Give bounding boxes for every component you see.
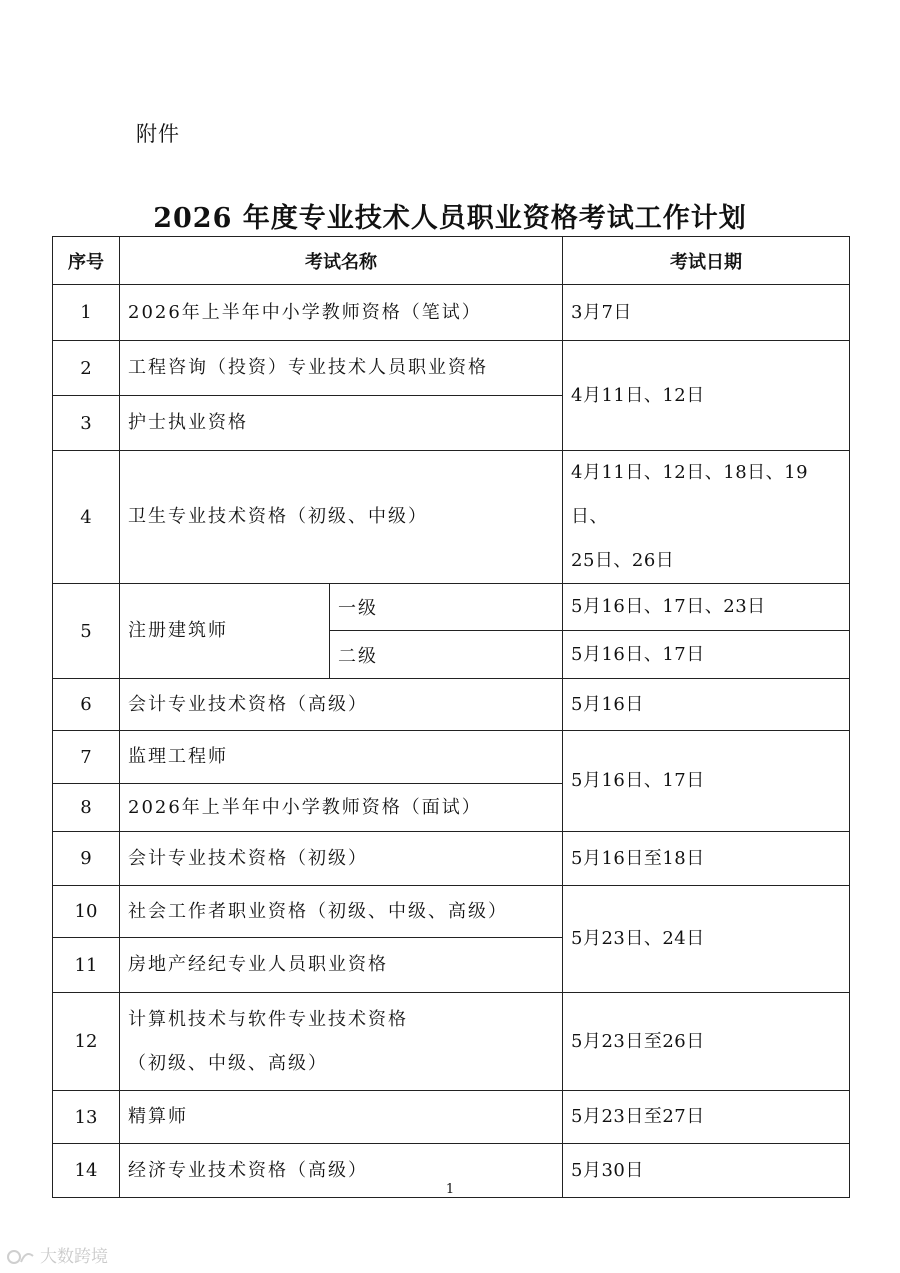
table-row: [53, 341, 850, 396]
table-row: [53, 993, 850, 1091]
exam-name: 会计专业技术资格（高级）: [120, 679, 563, 731]
exam-date-line: 4月11日、12日、18日、19日、: [571, 462, 809, 527]
exam-name: 2026年上半年中小学教师资格（面试）: [120, 784, 563, 832]
watermark: [6, 1242, 108, 1267]
table-row: [53, 1091, 850, 1144]
column-header-exam-date: 考试日期: [563, 237, 850, 285]
exam-date: 5月16日: [563, 679, 850, 731]
exam-name-line: （初级、中级、高级）: [128, 1052, 328, 1074]
exam-date: 5月16日至18日: [563, 832, 850, 886]
exam-name: 会计专业技术资格（初级）: [120, 832, 563, 886]
column-header-exam-name: 考试名称: [120, 237, 563, 285]
table-row: [53, 679, 850, 731]
brand-logo-icon: [6, 1248, 36, 1266]
exam-schedule-table: [52, 236, 850, 1198]
exam-date-line: 25日、26日: [571, 550, 675, 571]
exam-sublevel: 一级: [330, 584, 563, 631]
document-title: 2026 年度专业技术人员职业资格考试工作计划: [153, 203, 747, 234]
table-row: [53, 832, 850, 886]
table-header-row: [53, 237, 850, 285]
table-row: [53, 451, 850, 584]
row-number: 3: [53, 396, 120, 451]
column-header-no: 序号: [53, 237, 120, 285]
exam-name: 监理工程师: [120, 731, 563, 784]
row-number: 14: [53, 1144, 120, 1198]
row-number: 7: [53, 731, 120, 784]
exam-name: 精算师: [120, 1091, 563, 1144]
exam-name: [120, 993, 563, 1091]
exam-date: 5月30日: [563, 1144, 850, 1198]
row-number: 8: [53, 784, 120, 832]
row-number: 5: [53, 584, 120, 679]
exam-name: 社会工作者职业资格（初级、中级、高级）: [120, 886, 563, 938]
exam-date: 3月7日: [563, 285, 850, 341]
attachment-label: 附件: [136, 122, 180, 146]
exam-date: 5月23日、24日: [563, 886, 850, 993]
exam-name: 房地产经纪专业人员职业资格: [120, 938, 563, 993]
row-number: 10: [53, 886, 120, 938]
table-row: [53, 886, 850, 938]
exam-date: 4月11日、12日: [563, 341, 850, 451]
page-number: 1: [445, 1182, 455, 1197]
row-number: 12: [53, 993, 120, 1091]
exam-name: 2026年上半年中小学教师资格（笔试）: [120, 285, 563, 341]
exam-date: 5月16日、17日: [563, 631, 850, 679]
table-row: [53, 731, 850, 784]
exam-date: 5月16日、17日、23日: [563, 584, 850, 631]
table-row: [53, 584, 850, 631]
exam-date: 5月16日、17日: [563, 731, 850, 832]
row-number: 9: [53, 832, 120, 886]
row-number: 2: [53, 341, 120, 396]
row-number: 4: [53, 451, 120, 584]
row-number: 13: [53, 1091, 120, 1144]
exam-name: 经济专业技术资格（高级）: [120, 1144, 563, 1198]
exam-date: 5月23日至26日: [563, 993, 850, 1091]
exam-name-line: 计算机技术与软件专业技术资格: [128, 1008, 408, 1030]
row-number: 11: [53, 938, 120, 993]
exam-date: [563, 451, 850, 584]
exam-name: 护士执业资格: [120, 396, 563, 451]
exam-name: 注册建筑师: [120, 584, 330, 679]
exam-date: 5月23日至27日: [563, 1091, 850, 1144]
row-number: 6: [53, 679, 120, 731]
table-row: [53, 285, 850, 341]
exam-sublevel: 二级: [330, 631, 563, 679]
watermark-text: 大数跨境: [40, 1247, 108, 1267]
exam-name: 工程咨询（投资）专业技术人员职业资格: [120, 341, 563, 396]
exam-name: 卫生专业技术资格（初级、中级）: [120, 451, 563, 584]
row-number: 1: [53, 285, 120, 341]
